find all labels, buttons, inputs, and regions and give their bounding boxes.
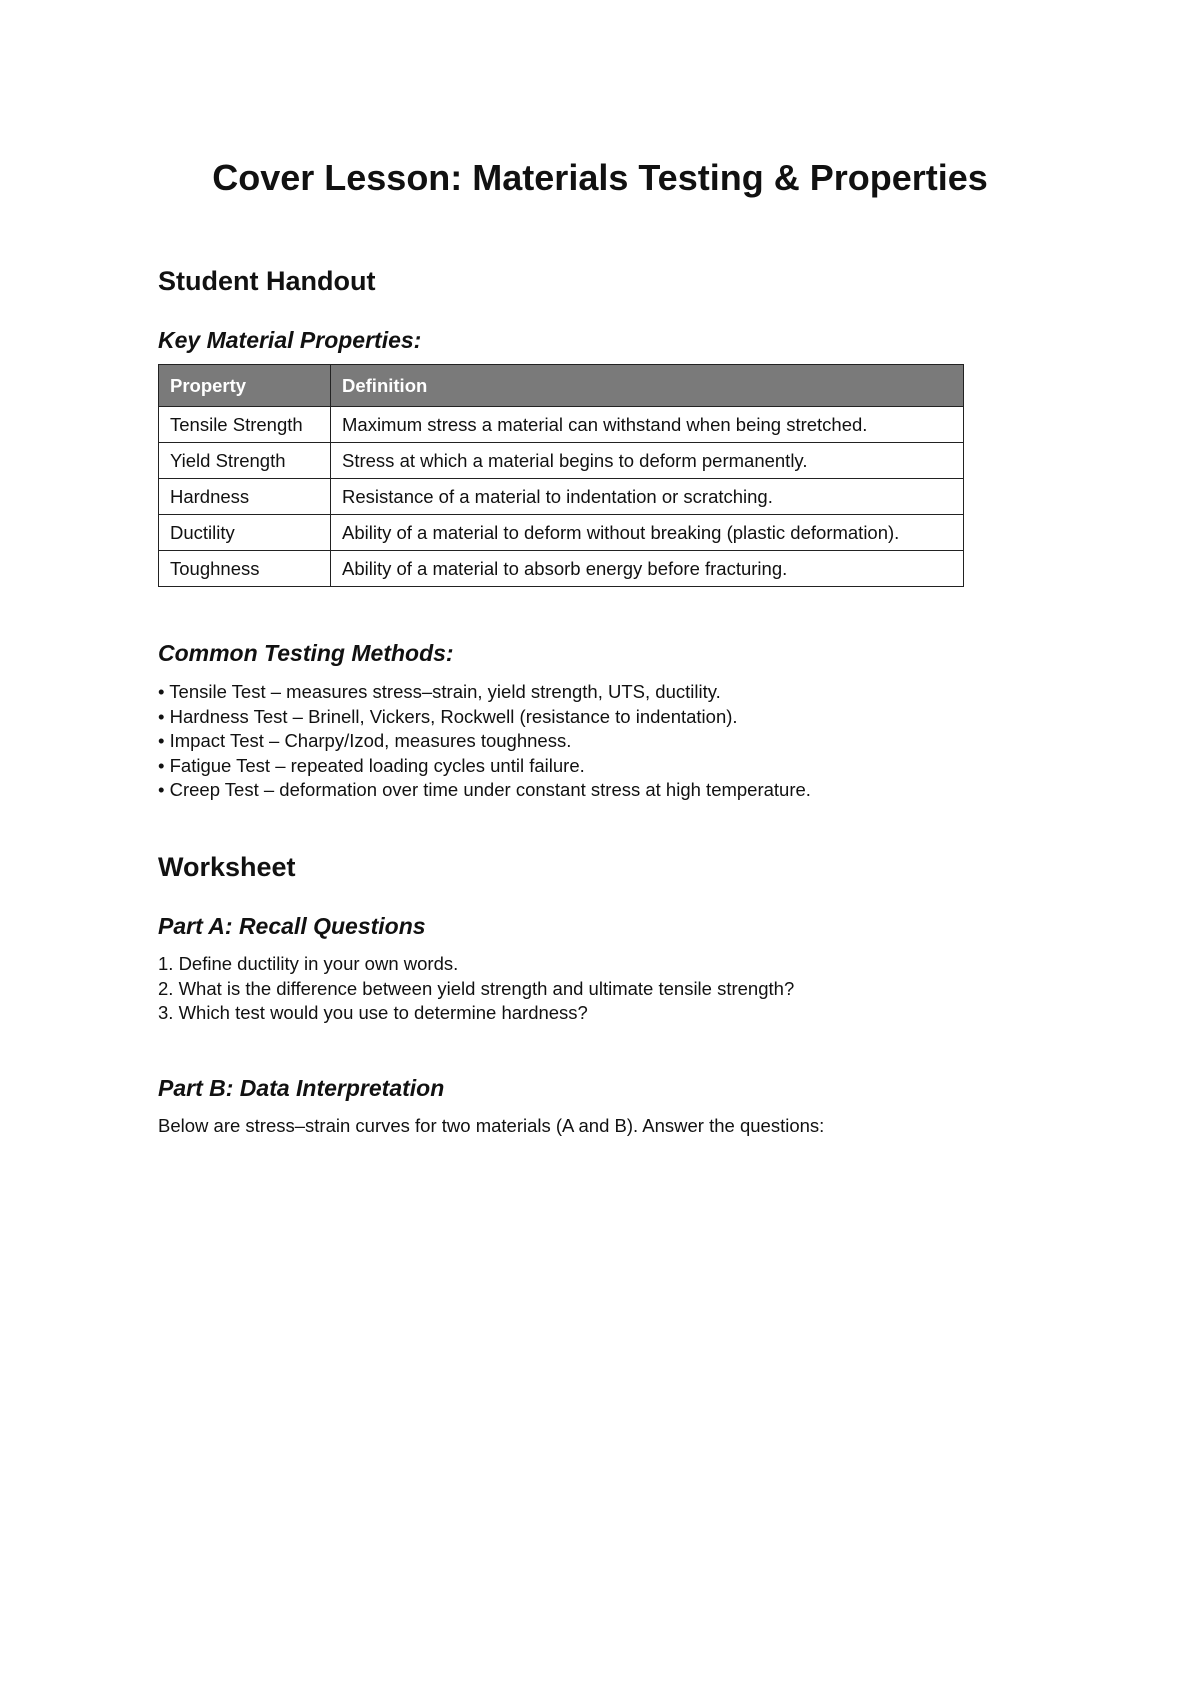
list-item: • Tensile Test – measures stress–strain, yield strength, UTS, ductility. bbox=[158, 681, 721, 702]
table-row bbox=[159, 515, 964, 551]
table-header-row bbox=[159, 365, 964, 407]
definition-cell: Stress at which a material begins to deform permanently. bbox=[331, 443, 964, 479]
table-row bbox=[159, 443, 964, 479]
column-header-definition: Definition bbox=[331, 365, 964, 407]
property-cell: Yield Strength bbox=[159, 443, 331, 479]
property-cell: Ductility bbox=[159, 515, 331, 551]
part-b-intro: Below are stress–strain curves for two materials (A and B). Answer the questions: bbox=[158, 1115, 825, 1136]
list-item: • Hardness Test – Brinell, Vickers, Rockwell (resistance to indentation). bbox=[158, 705, 738, 727]
properties-table bbox=[158, 364, 964, 587]
question-item: 2. What is the difference between yield strength and ultimate tensile strength? bbox=[158, 977, 795, 999]
student-handout-heading: Student Handout bbox=[158, 266, 376, 296]
testing-methods-list bbox=[158, 680, 811, 803]
table-row bbox=[159, 479, 964, 515]
recall-questions-list bbox=[158, 952, 794, 1026]
page-title: Cover Lesson: Materials Testing & Properties bbox=[212, 157, 988, 198]
question-item: 1. Define ductility in your own words. bbox=[158, 953, 459, 974]
list-item: • Creep Test – deformation over time under constant stress at high temperature. bbox=[158, 779, 811, 800]
question-item: 3. Which test would you use to determine hardness? bbox=[158, 1002, 588, 1023]
definition-cell: Resistance of a material to indentation or scratching. bbox=[331, 479, 964, 515]
column-header-property: Property bbox=[159, 365, 331, 407]
worksheet-heading: Worksheet bbox=[158, 852, 296, 882]
part-b-heading: Part B: Data Interpretation bbox=[158, 1075, 445, 1101]
part-a-heading: Part A: Recall Questions bbox=[158, 913, 426, 939]
list-item: • Fatigue Test – repeated loading cycles until failure. bbox=[158, 754, 585, 776]
definition-cell: Maximum stress a material can withstand when being stretched. bbox=[331, 407, 964, 443]
list-item: • Impact Test – Charpy/Izod, measures toughness. bbox=[158, 730, 572, 751]
property-cell: Tensile Strength bbox=[159, 407, 331, 443]
key-properties-heading: Key Material Properties: bbox=[158, 327, 422, 353]
testing-methods-heading: Common Testing Methods: bbox=[158, 640, 454, 666]
property-cell: Hardness bbox=[159, 479, 331, 515]
definition-cell: Ability of a material to deform without breaking (plastic deformation). bbox=[331, 515, 964, 551]
definition-cell: Ability of a material to absorb energy before fracturing. bbox=[331, 551, 964, 587]
table-row bbox=[159, 551, 964, 587]
table-row bbox=[159, 407, 964, 443]
property-cell: Toughness bbox=[159, 551, 331, 587]
